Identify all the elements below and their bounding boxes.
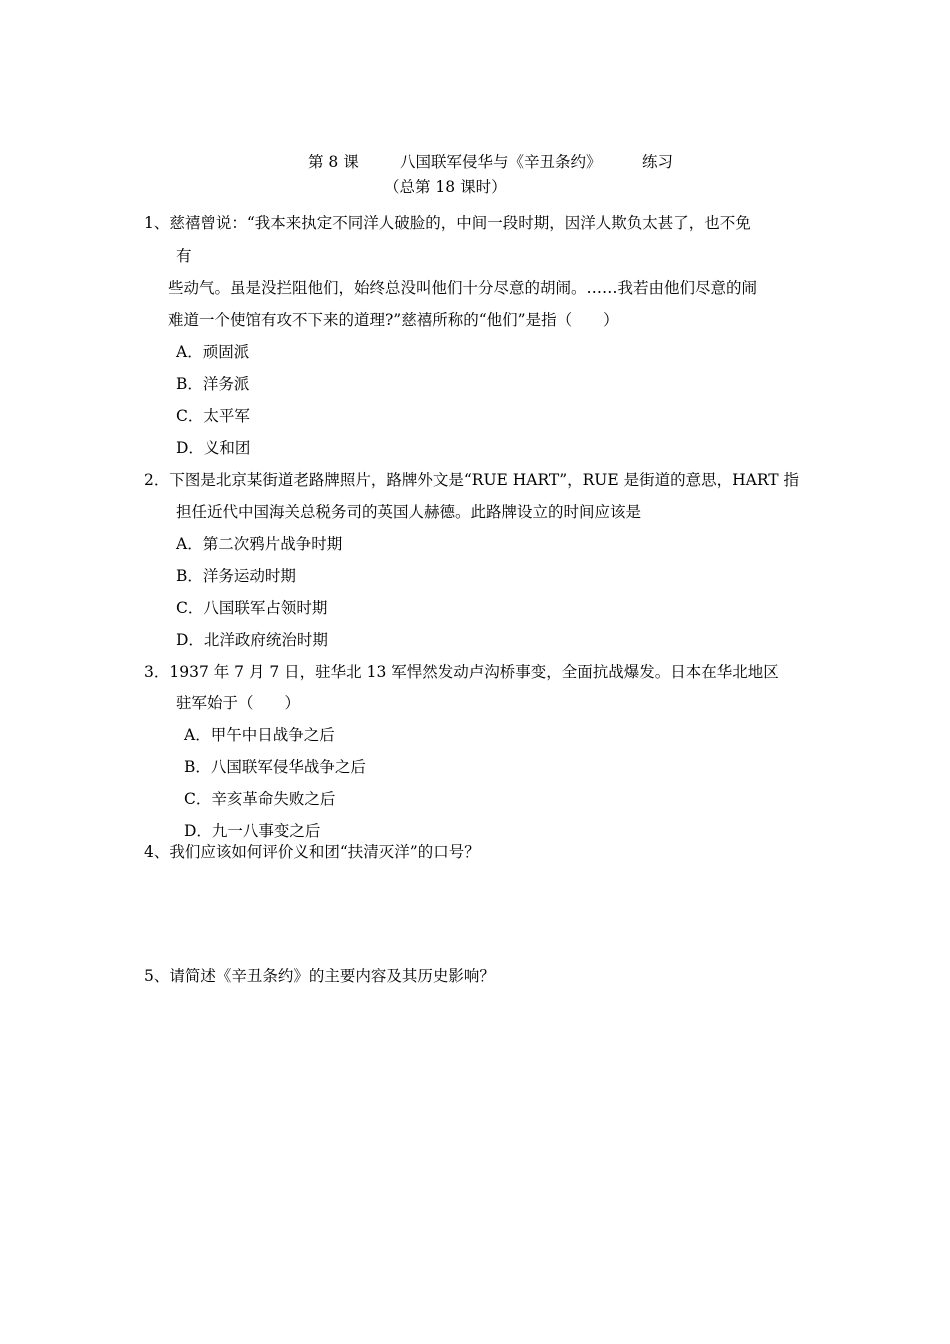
question-text-line: 5、请简述《辛丑条约》的主要内容及其历史影响？: [144, 967, 495, 985]
question-text-line: 3．1937 年 7 月 7 日，驻华北 13 军悍然发动卢沟桥事变，全面抗战爆发。日本在华北地区: [144, 663, 779, 681]
option-d: D．九一八事变之后: [184, 822, 321, 840]
option-b: B．八国联军侵华战争之后: [184, 758, 366, 776]
question-text-line: 些动气。虽是没拦阻他们，始终总没叫他们十分尽意的胡闹。……我若由他们尽意的闹: [168, 279, 758, 297]
option-b: B．洋务运动时期: [176, 567, 296, 585]
option-d: D．义和团: [176, 439, 251, 457]
question-text-line: 2．下图是北京某街道老路牌照片，路牌外文是“RUE HART”，RUE 是街道的意思，HART 指: [144, 471, 799, 489]
page-subtitle: （总第 18 课时）: [384, 178, 507, 196]
lesson-topic: 八国联军侵华与《辛丑条约》: [400, 153, 602, 171]
question-text-line: 难道一个使馆有攻不下来的道理?”慈禧所称的“他们”是指（ ）: [168, 311, 619, 329]
option-c: C．太平军: [176, 407, 250, 425]
option-d: D．北洋政府统治时期: [176, 631, 328, 649]
question-text-line: 有: [176, 247, 192, 265]
exercise-label: 练习: [642, 153, 674, 171]
option-a: A．第二次鸦片战争时期: [176, 535, 343, 553]
option-b: B．洋务派: [176, 375, 250, 393]
question-text-line: 驻军始于（ ）: [176, 694, 301, 712]
question-text-line: 4、我们应该如何评价义和团“扶清灭洋”的口号？: [144, 843, 480, 861]
lesson-number: 第 8 课: [308, 153, 359, 171]
option-c: C．辛亥革命失败之后: [184, 790, 336, 808]
question-text-line: 1、慈禧曾说：“我本来执定不同洋人破脸的，中间一段时期，因洋人欺负太甚了，也不免: [144, 214, 751, 232]
option-c: C．八国联军占领时期: [176, 599, 328, 617]
option-a: A．顽固派: [176, 343, 250, 361]
question-text-line: 担任近代中国海关总税务司的英国人赫德。此路牌设立的时间应该是: [176, 503, 642, 521]
option-a: A．甲午中日战争之后: [184, 726, 335, 744]
